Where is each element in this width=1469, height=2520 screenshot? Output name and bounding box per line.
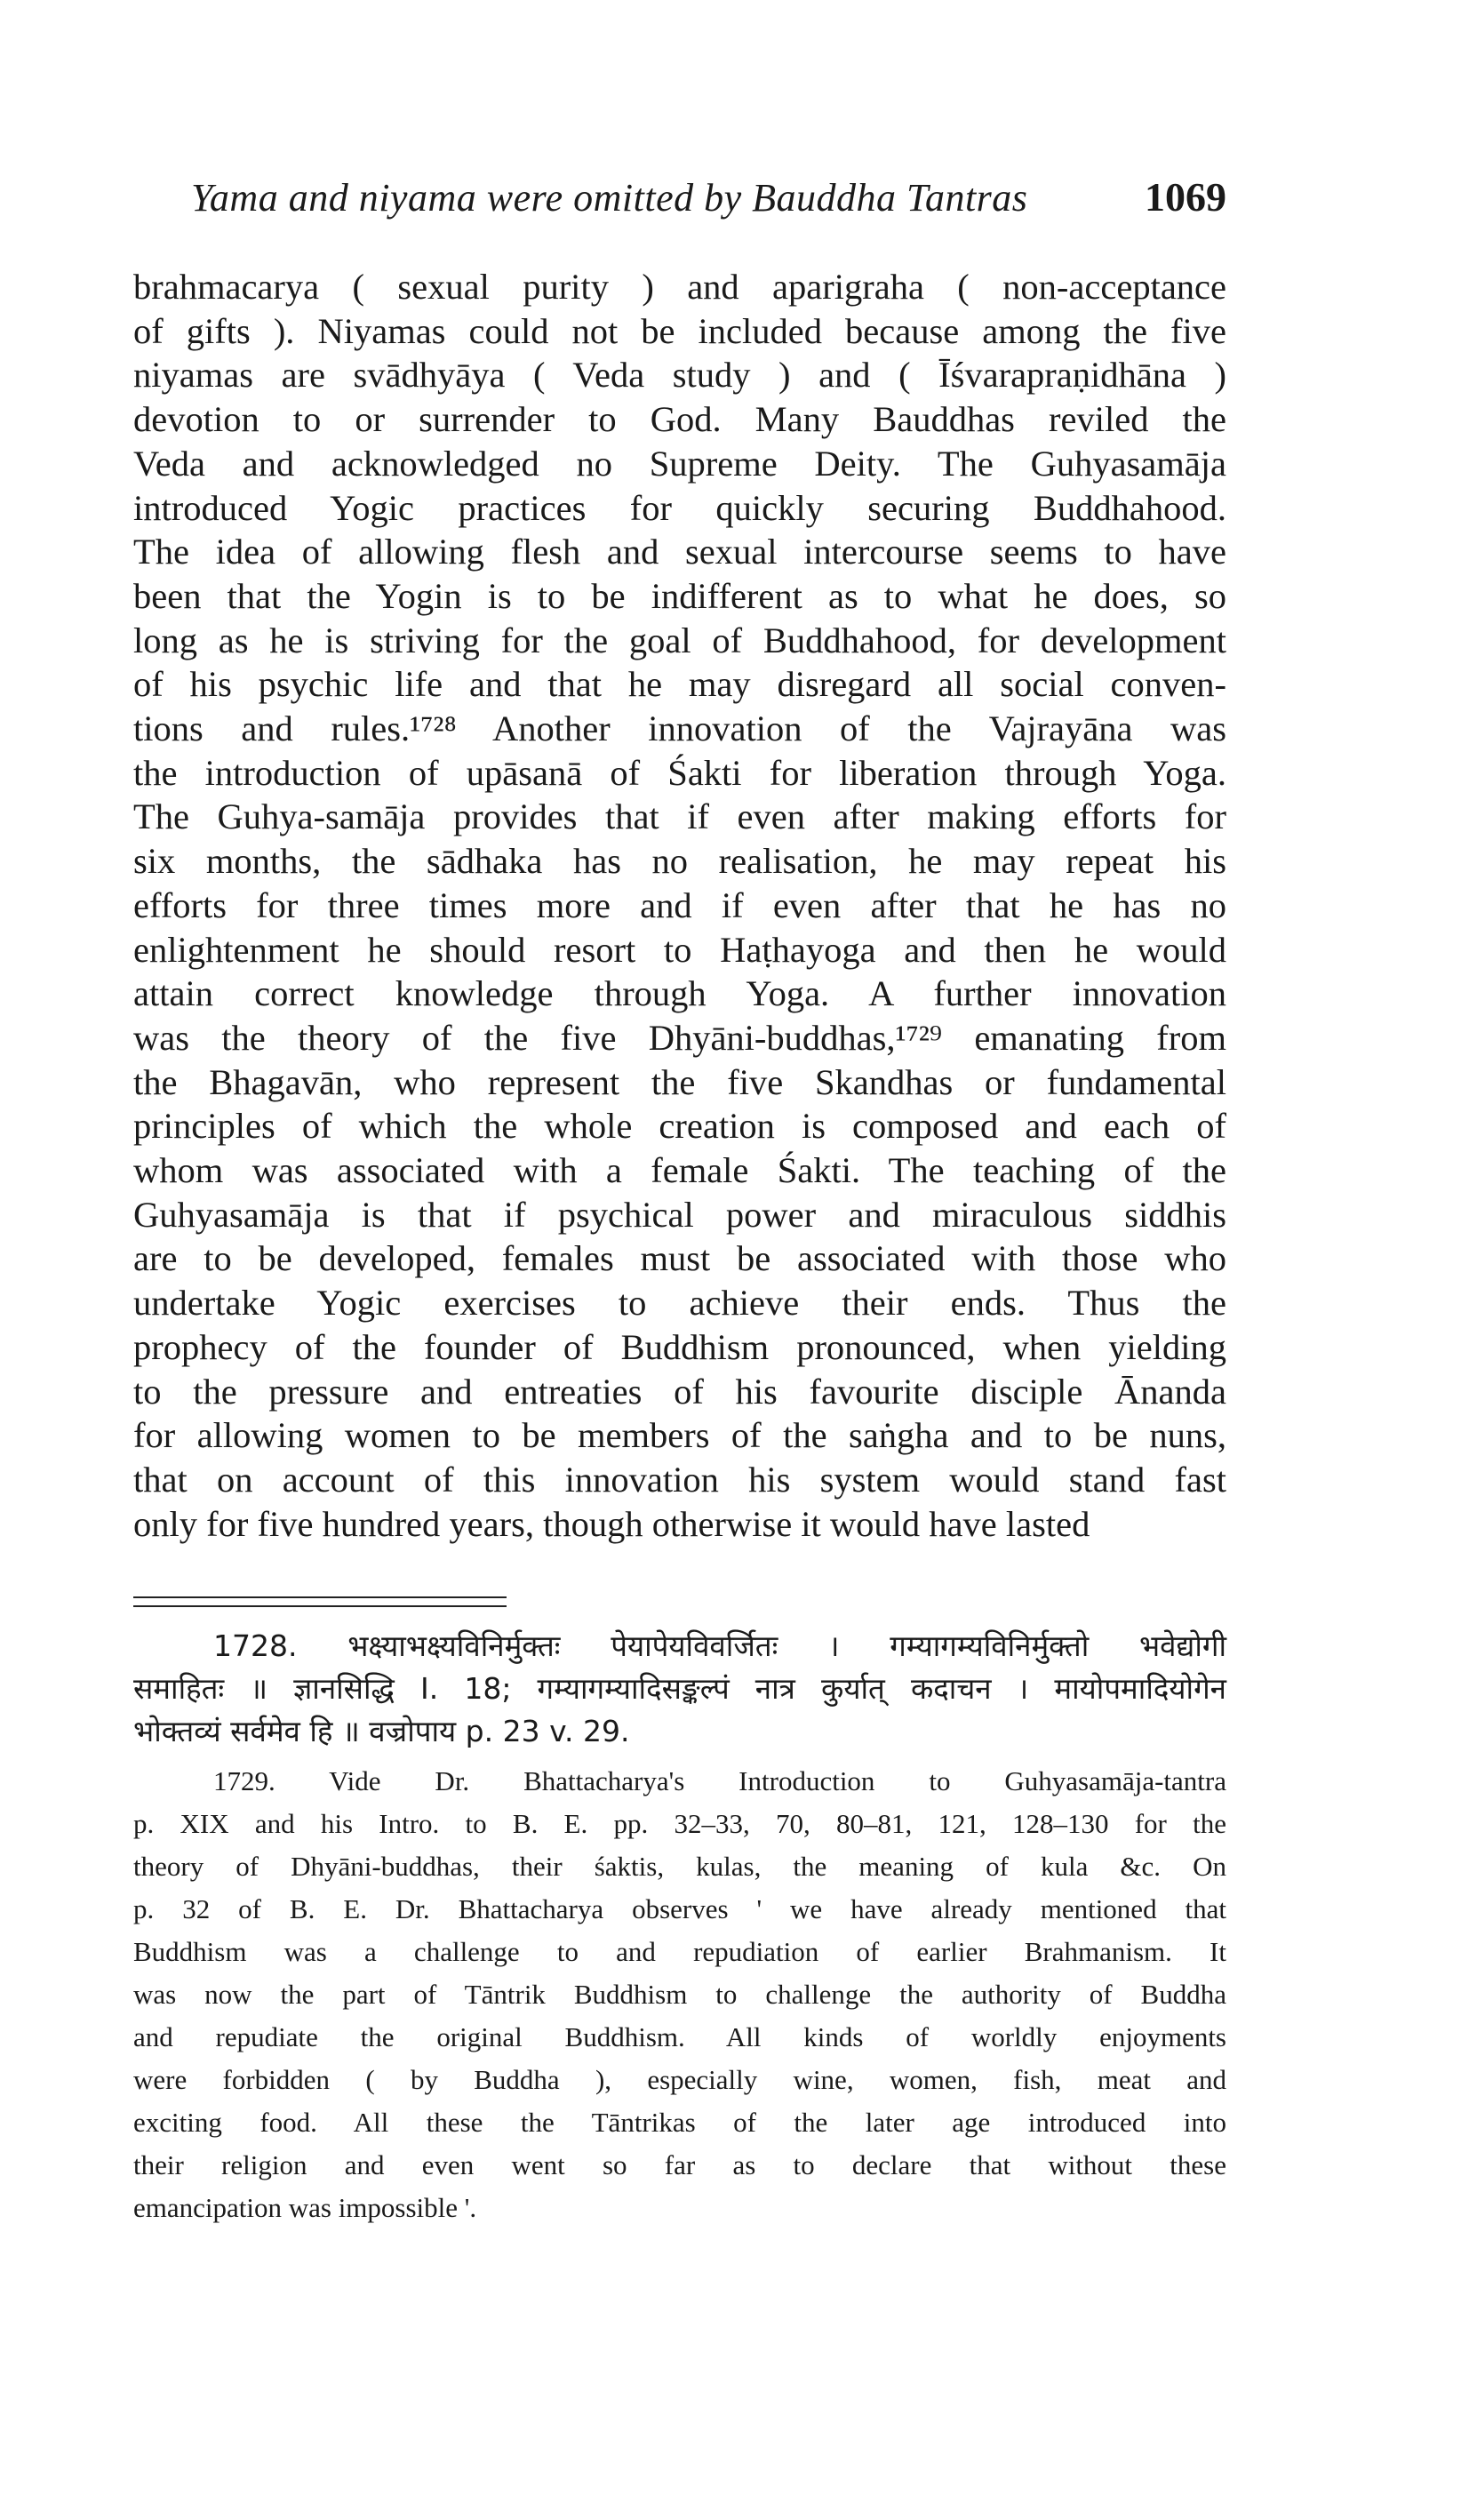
text-line: to the pressure and entreaties of his favourite disciple Ānanda: [133, 1371, 1226, 1412]
text-line: of gifts ). Niyamas could not be included because among the five: [133, 310, 1226, 351]
running-title: Yama and niyama were omitted by Bauddha Tantras: [191, 176, 1028, 220]
footnote-1728: [133, 1625, 1226, 1753]
text-line: brahmacarya ( sexual purity ) and aparigraha ( non-acceptance: [133, 267, 1226, 307]
footnote-line: p. 32 of B. E. Dr. Bhattacharya observes ' we have already mentioned that: [133, 1893, 1226, 1924]
page-number: 1069: [1145, 174, 1226, 220]
text-line: are to be developed, females must be associated with those who: [133, 1238, 1226, 1279]
text-line: the introduction of upāsanā of Śakti for liberation through Yoga.: [133, 752, 1226, 793]
footnotes: [133, 1625, 1226, 2229]
text-line: niyamas are svādhyāya ( Veda study ) and ( Īśvarapraṇidhāna ): [133, 355, 1226, 396]
footnote-line: their religion and even went so far as to declare that without these: [133, 2149, 1226, 2180]
main-text: [133, 265, 1226, 1546]
footnote-rule: [133, 1605, 507, 1607]
text-line: for allowing women to be members of the saṅgha and to be nuns,: [133, 1415, 1226, 1456]
text-line: whom was associated with a female Śakti. The teaching of the: [133, 1150, 1226, 1191]
text-line: was the theory of the five Dhyāni-buddhas,¹⁷²⁹ emanating from: [133, 1017, 1226, 1058]
text-line: the Bhagavān, who represent the five Skandhas or fundamental: [133, 1061, 1226, 1102]
footnote-line: 1729. Vide Dr. Bhattacharya's Introduction to Guhyasamāja-tantra: [213, 1765, 1226, 1796]
text-line: devotion to or surrender to God. Many Bauddhas reviled the: [133, 399, 1226, 440]
running-header: [191, 173, 1226, 227]
footnote-line: was now the part of Tāntrik Buddhism to challenge the authority of Buddha: [133, 1979, 1226, 2010]
text-line: long as he is striving for the goal of Buddhahood, for development: [133, 620, 1226, 660]
text-line: The Guhya-samāja provides that if even after making efforts for: [133, 796, 1226, 837]
text-line: The idea of allowing flesh and sexual intercourse seems to have: [133, 532, 1226, 572]
footnote-line: theory of Dhyāni-buddhas, their śaktis, kulas, the meaning of kula &c. On: [133, 1851, 1226, 1882]
footnote-1729: [133, 1760, 1226, 2229]
footnote-line: were forbidden ( by Buddha ), especially wine, women, fish, meat and: [133, 2064, 1226, 2095]
text-line: undertake Yogic exercises to achieve their ends. Thus the: [133, 1283, 1226, 1324]
text-line: tions and rules.¹⁷²⁸ Another innovation of the Vajrayāna was: [133, 708, 1226, 749]
footnote-line: Buddhism was a challenge to and repudiation of earlier Brahmanism. It: [133, 1936, 1226, 1967]
text-line: six months, the sādhaka has no realisation, he may repeat his: [133, 841, 1226, 882]
text-line: principles of which the whole creation is composed and each of: [133, 1106, 1226, 1147]
footnote-line: and repudiate the original Buddhism. All kinds of worldly enjoyments: [133, 2021, 1226, 2052]
text-line: been that the Yogin is to be indifferent as to what he does, so: [133, 575, 1226, 616]
footnote-line: समाहितः ॥ ज्ञानसिद्धि I. 18; गम्यागम्यादिसङ्कल्पं नात्र कुर्यात् कदाचन । मायोपमादियोगेन: [133, 1671, 1226, 1706]
text-line: prophecy of the founder of Buddhism pronounced, when yielding: [133, 1326, 1226, 1367]
text-line: Veda and acknowledged no Supreme Deity. The Guhyasamāja: [133, 443, 1226, 484]
text-line: introduced Yogic practices for quickly securing Buddhahood.: [133, 487, 1226, 528]
footnote-line: exciting food. All these the Tāntrikas of the later age introduced into: [133, 2107, 1226, 2138]
text-line: Guhyasamāja is that if psychical power and miraculous siddhis: [133, 1194, 1226, 1235]
text-line: that on account of this innovation his system would stand fast: [133, 1459, 1226, 1500]
text-line: attain correct knowledge through Yoga. A further innovation: [133, 973, 1226, 1014]
text-line: of his psychic life and that he may disregard all social conven-: [133, 664, 1226, 705]
text-line: only for five hundred years, though otherwise it would have lasted: [133, 1503, 1090, 1544]
footnote-line: 1728. भक्ष्याभक्ष्यविनिर्मुक्तः पेयापेयविवर्जितः । गम्यागम्यविनिर्मुक्तो भवेद्योगी: [213, 1628, 1226, 1663]
text-line: enlightenment he should resort to Haṭhayoga and then he would: [133, 929, 1226, 970]
footnote-line: p. XIX and his Intro. to B. E. pp. 32–33, 70, 80–81, 121, 128–130 for the: [133, 1808, 1226, 1839]
footnote-rule: [133, 1596, 507, 1598]
text-line: efforts for three times more and if even after that he has no: [133, 884, 1226, 925]
footnote-line: भोक्तव्यं सर्वमेव हि ॥ वज्रोपाय p. 23 v. 29.: [133, 1714, 630, 1748]
footnote-line: emancipation was impossible '.: [133, 2192, 477, 2223]
